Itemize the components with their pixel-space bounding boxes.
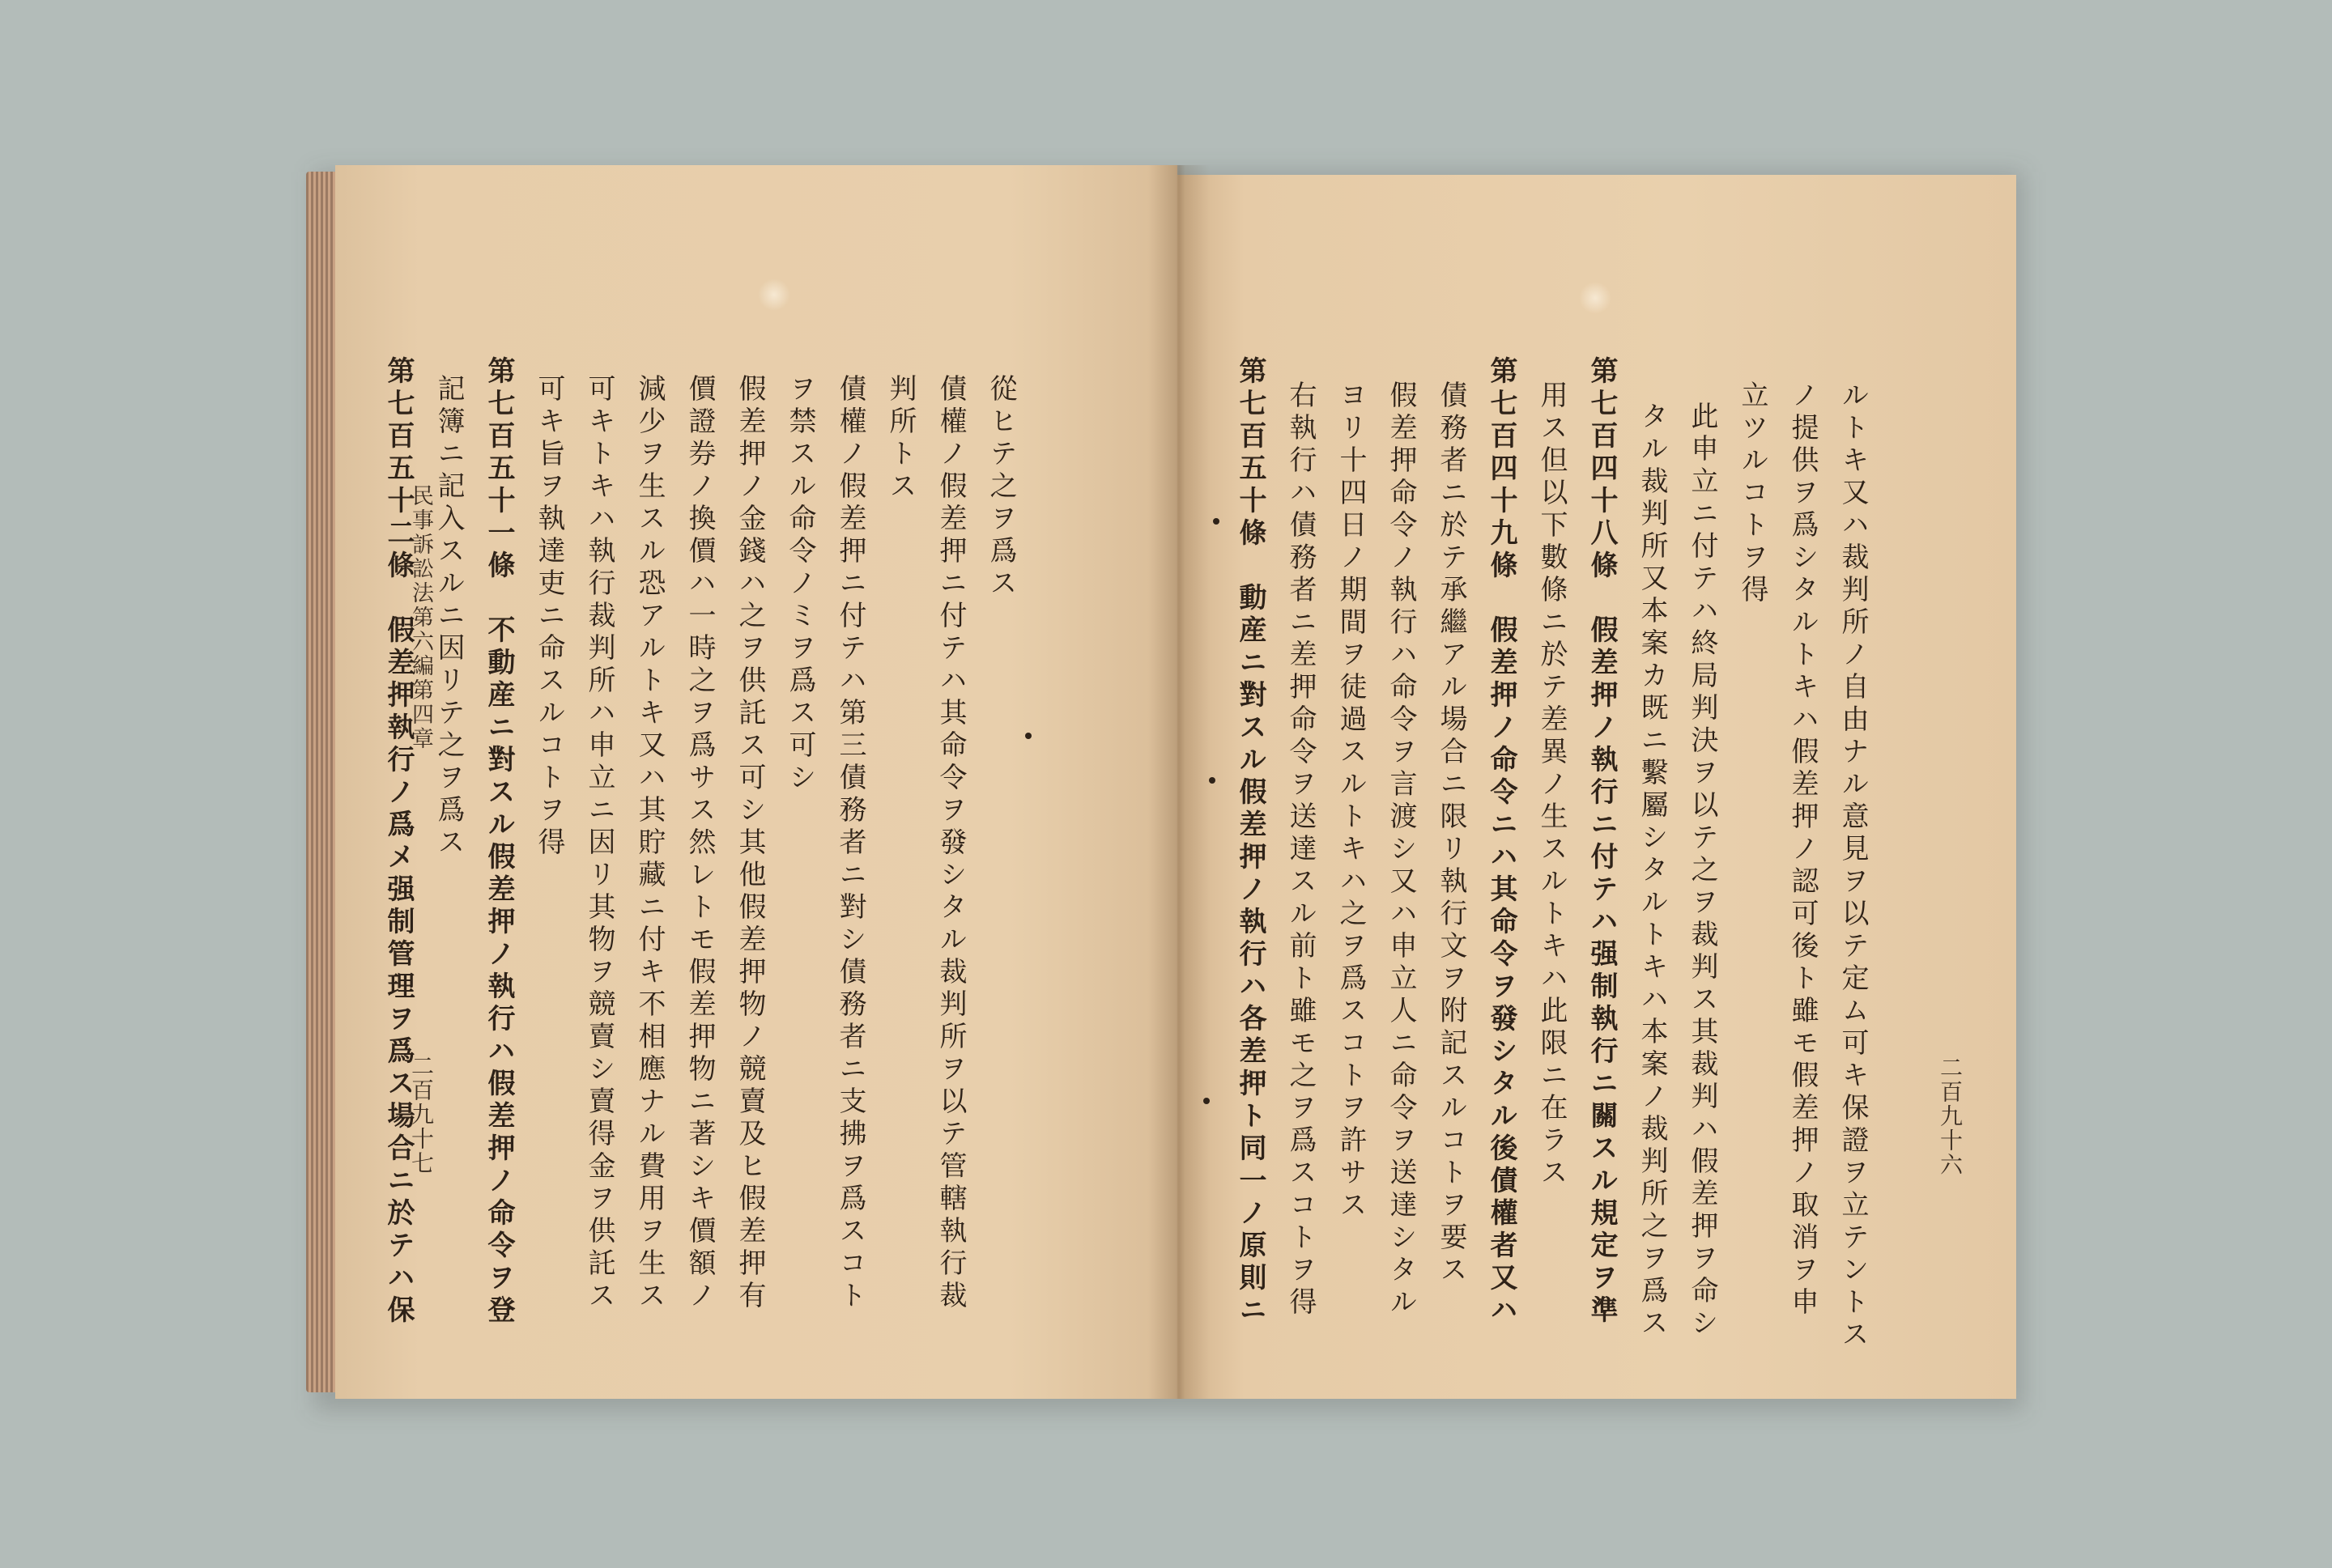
text-column: ノ提供ヲ爲シタルトキハ假差押ノ認可後ト雖モ假差押ノ取消ヲ申 [1786, 380, 1819, 1319]
ink-speck [1213, 518, 1219, 525]
article-749: 第七百四十九條 假差押ノ命令ニハ其命令ヲ發シタル後債權者又ハ [1485, 356, 1517, 1328]
article-751: 第七百五十一條 不動産ニ對スル假差押ノ執行ハ假差押ノ命令ヲ登 [483, 356, 515, 1328]
text-column: 立ツルコトヲ得 [1736, 380, 1768, 607]
text-column: ヲ禁スル命令ノミヲ爲ス可シ [784, 374, 816, 795]
text-column: 債權ノ假差押ニ付テハ其命令ヲ發シタル裁判所ヲ以テ管轄執行裁 [934, 374, 967, 1313]
text-column: 假差押ノ金錢ハ之ヲ供託ス可シ其他假差押物ノ競賣及ヒ假差押有 [734, 374, 766, 1313]
text-column: 從ヒテ之ヲ爲ス [985, 374, 1017, 601]
text-column: 右執行ハ債務者ニ差押命令ヲ送達スル前ト雖モ之ヲ爲スコトヲ得 [1284, 380, 1317, 1319]
text-column: ルトキ又ハ裁判所ノ自由ナル意見ヲ以テ定ム可キ保證ヲ立テントス [1836, 380, 1869, 1352]
text-column: 可キトキハ執行裁判所ハ申立ニ因リ其物ヲ競賣シ賣得金ヲ供託ス [583, 374, 615, 1313]
text-column: 此申立ニ付テハ終局判決ヲ以テ之ヲ裁判ス其裁判ハ假差押ヲ命シ [1686, 402, 1718, 1341]
text-column: 可キ旨ヲ執達吏ニ命スルコトヲ得 [533, 374, 565, 860]
text-column: 假差押命令ノ執行ハ命令ヲ言渡シ又ハ申立人ニ命令ヲ送達シタル [1385, 380, 1417, 1319]
paper-spot [1579, 282, 1611, 314]
ink-speck [1203, 1098, 1210, 1104]
paper-spot [758, 278, 790, 311]
text-column: ヨリ十四日ノ期間ヲ徒過スルトキハ之ヲ爲スコトヲ許サス [1334, 380, 1367, 1222]
article-750: 第七百五十條 動産ニ對スル假差押ノ執行ハ各差押ト同一ノ原則ニ [1234, 356, 1266, 1328]
text-column: 債權ノ假差押ニ付テハ第三債務者ニ對シ債務者ニ支拂ヲ爲スコト [834, 374, 866, 1313]
ink-speck [1209, 777, 1215, 784]
book-gutter [1148, 165, 1210, 1399]
article-748: 第七百四十八條 假差押ノ執行ニ付テハ强制執行ニ關スル規定ヲ準 [1585, 356, 1618, 1328]
page-number: 二百九十七 [408, 1054, 435, 1175]
running-header: 民事訴訟法第六編第四章 [408, 484, 433, 751]
text-column: 判所トス [884, 374, 917, 504]
article-752: 第七百五十二條 假差押執行ノ爲メ强制管理ヲ爲ス場合ニ於テハ保 [382, 356, 415, 1328]
text-column: 價證券ノ換價ハ一時之ヲ爲サス然レトモ假差押物ニ著シキ價額ノ [683, 374, 716, 1313]
page-number: 二百九十六 [1937, 1056, 1964, 1177]
ink-speck [1025, 733, 1032, 739]
text-column: 用ス但以下數條ニ於テ差異ノ生スルトキハ此限ニ在ラス [1535, 380, 1568, 1190]
text-column: 債務者ニ於テ承繼アル場合ニ限リ執行文ヲ附記スルコトヲ要ス [1435, 380, 1467, 1287]
text-column: 記簿ニ記入スルニ因リテ之ヲ爲ス [432, 374, 465, 860]
text-column: 減少ヲ生スル恐アルトキ又ハ其貯藏ニ付キ不相應ナル費用ヲ生ス [633, 374, 666, 1313]
text-column: タル裁判所又本案カ既ニ繫屬シタルトキハ本案ノ裁判所之ヲ爲ス [1636, 402, 1668, 1341]
